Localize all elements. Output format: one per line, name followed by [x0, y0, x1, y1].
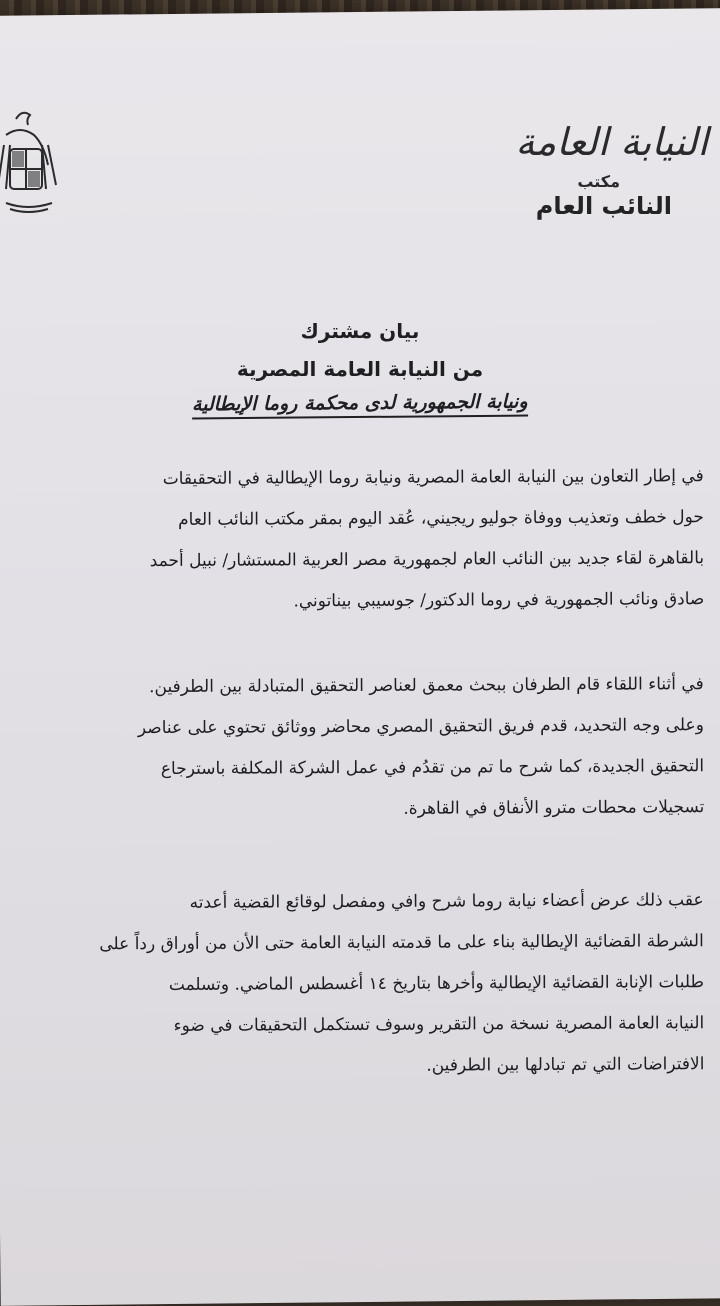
paragraph-line: التحقيق الجديدة، كما شرح ما تم من تقدُم في عمل الشركة المكلفة باسترجاع	[160, 756, 705, 780]
paragraph-line: تسجيلات محطات مترو الأنفاق في القاهرة.	[403, 797, 705, 819]
letterhead	[492, 120, 712, 240]
office-label: مكتب	[577, 172, 620, 191]
paragraph-line: طلبات الإنابة القضائية الإيطالية وأخرها بتاريخ ١٤ أغسطس الماضي. وتسلمت	[168, 972, 705, 995]
paragraph-line: الشرطة القضائية الإيطالية بناء على ما قدمته النيابة العامة حتى الأن من أوراق رداً على	[99, 931, 704, 955]
paragraph-line: وعلى وجه التحديد، قدم فريق التحقيق المصري محاضر ووثائق تحتوي على عناصر	[137, 715, 704, 739]
paragraph-line: في إطار التعاون بين النيابة العامة المصرية ونيابة روما الإيطالية في التحقيقات	[162, 466, 704, 490]
statement-title-block	[0, 316, 720, 418]
paragraph-3	[11, 880, 704, 1089]
eagle-emblem-icon	[0, 105, 62, 225]
statement-subtitle-underlined: ونيابة الجمهورية لدى محكمة روما الإيطالية	[192, 391, 528, 420]
statement-subtitle: من النيابة العامة المصرية	[236, 357, 484, 381]
paragraph-1	[12, 456, 705, 624]
paragraph-line: في أثناء اللقاء قام الطرفان ببحث معمق لعناصر التحقيق المتبادلة بين الطرفين.	[149, 674, 704, 698]
paragraph-line: عقب ذلك عرض أعضاء نيابة روما شرح وافي ومفصل لوقائع القضية أعدته	[189, 890, 704, 913]
paragraph-line: صادق ونائب الجمهورية في روما الدكتور/ جوسيبي بيناتوني.	[293, 589, 705, 612]
paragraph-line: النيابة العامة المصرية نسخة من التقرير وسوف تستكمل التحقيقات في ضوء	[173, 1013, 705, 1036]
authority-calligraphy: النيابة العامة	[515, 120, 708, 164]
office-name: النائب العام	[535, 192, 672, 220]
paragraph-line: بالقاهرة لقاء جديد بين النائب العام لجمهورية مصر العربية المستشار/ نبيل أحمد	[149, 548, 705, 572]
statement-title: بيان مشترك	[300, 319, 420, 343]
paragraph-2	[12, 664, 705, 832]
paragraph-line: الافتراضات التي تم تبادلها بين الطرفين.	[426, 1054, 705, 1076]
paragraph-line: حول خطف وتعذيب ووفاة جوليو ريجيني، عُقد اليوم بمقر مكتب النائب العام	[178, 507, 704, 530]
